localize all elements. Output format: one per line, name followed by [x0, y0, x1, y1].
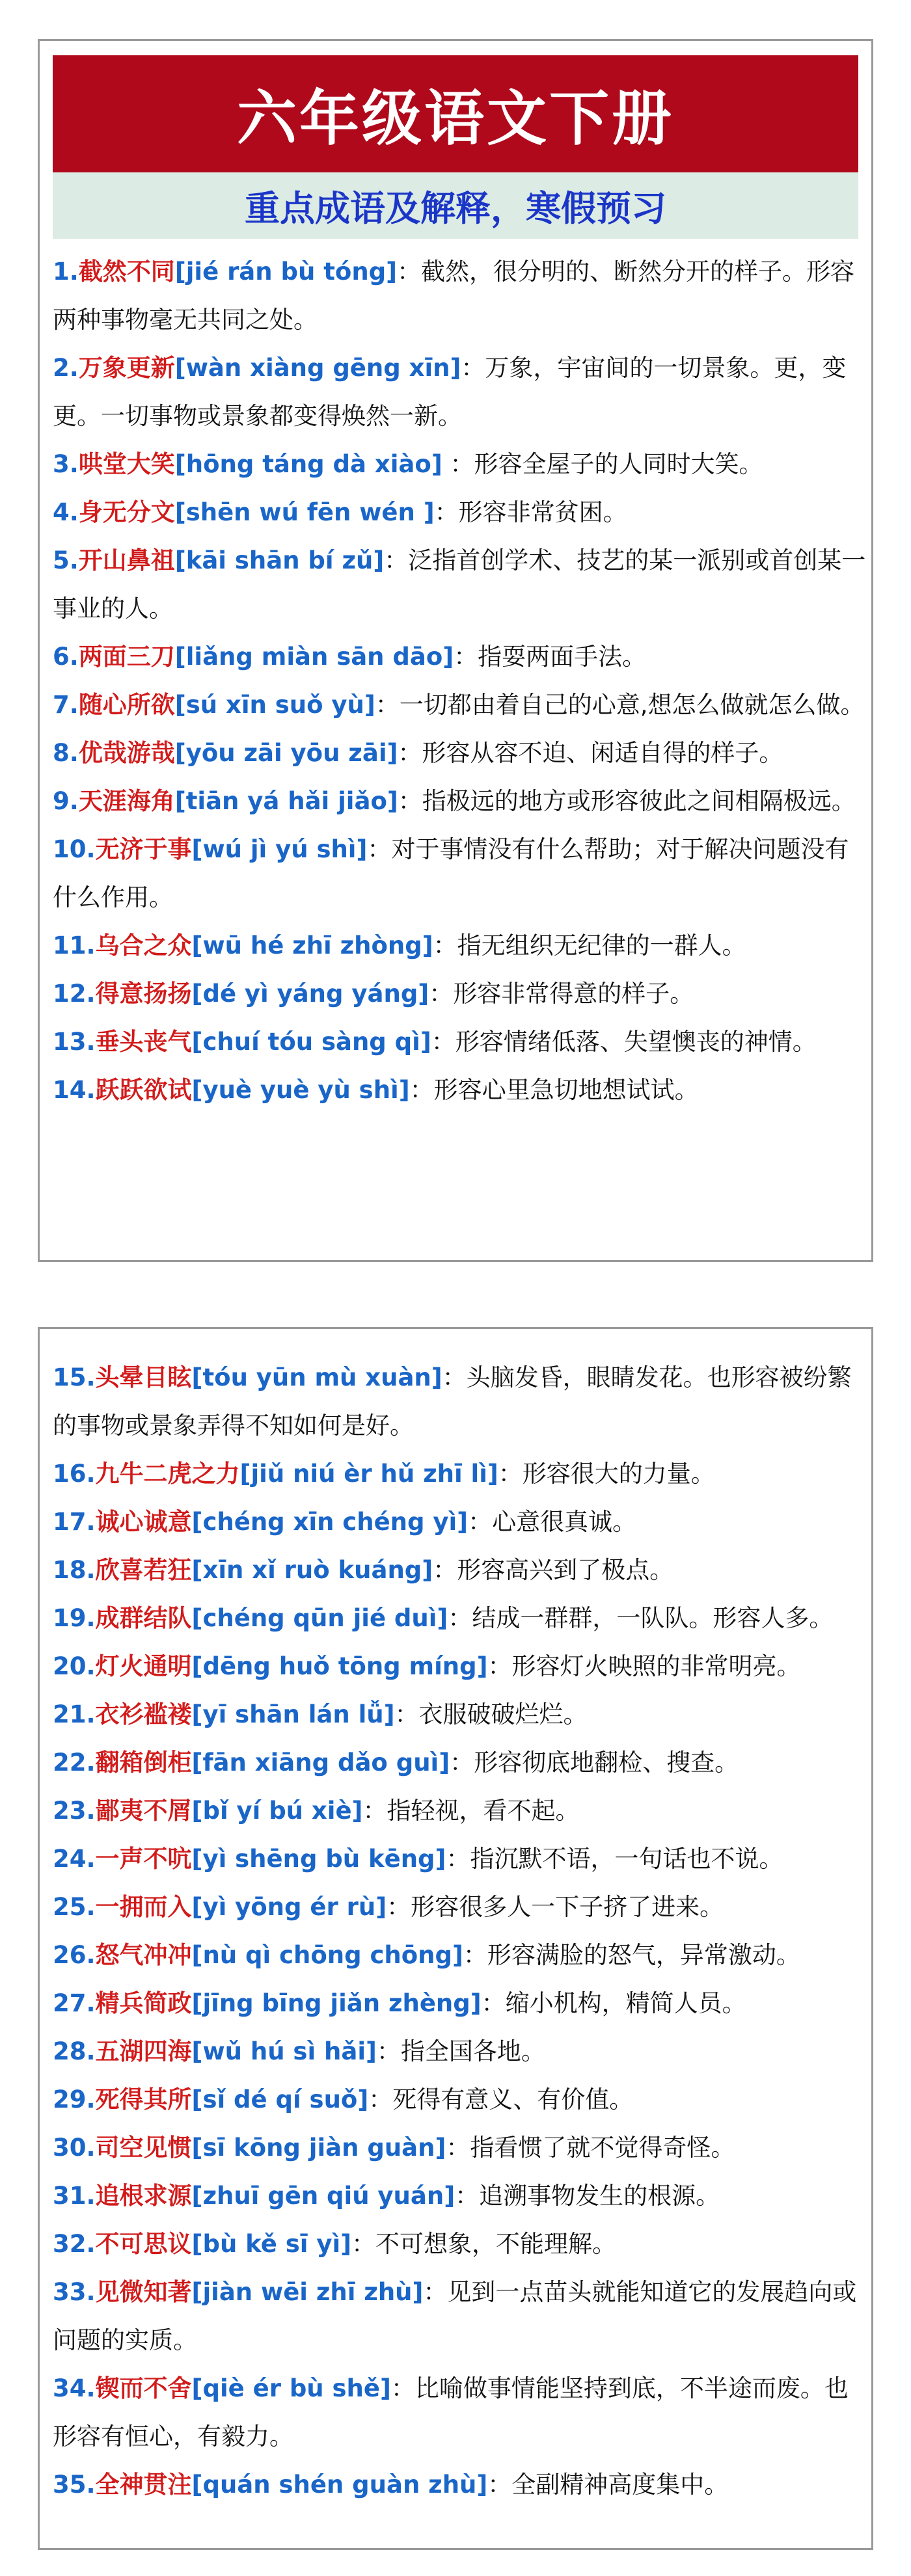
idiom-definition: ：形容非常得意的样子。: [429, 980, 694, 1008]
idiom-pinyin: [quán shén guàn zhù]: [191, 2471, 488, 2499]
idiom-entry: [53, 2220, 866, 2268]
entry-number: 13.: [53, 1028, 96, 1056]
idiom-pinyin: [sú xīn suǒ yù]: [174, 691, 375, 719]
idiom-definition: ：追溯事物发生的根源。: [455, 2182, 720, 2210]
idiom-pinyin: [jiǔ niú èr hǔ zhī lì]: [239, 1460, 498, 1488]
idiom-definition: ：形容很大的力量。: [498, 1460, 715, 1488]
idiom-entry: [53, 777, 866, 825]
idiom-pinyin: [chéng qūn jié duì]: [191, 1604, 448, 1632]
idiom-term: 天涯海角: [78, 787, 175, 815]
idiom-definition: ：心意很真诚。: [468, 1508, 637, 1536]
entry-number: 3.: [53, 450, 79, 478]
idiom-entry: [53, 1835, 866, 1883]
idiom-pinyin: [liǎng miàn sān dāo]: [174, 643, 454, 671]
idiom-entry: [53, 1739, 866, 1787]
idiom-term: 一声不吭: [95, 1845, 192, 1873]
idiom-pinyin: [yì shēng bù kēng]: [191, 1845, 446, 1873]
card-bottom: [38, 1327, 873, 2550]
idiom-entry: [53, 1787, 866, 1835]
idiom-term: 见微知著: [95, 2278, 192, 2306]
entry-number: 1.: [53, 258, 79, 286]
idiom-list-bottom: [53, 1354, 866, 2509]
idiom-entry: [53, 2365, 866, 2461]
idiom-entry: [53, 1643, 866, 1691]
page-subtitle: 重点成语及解释，寒假预习: [245, 187, 666, 229]
idiom-term: 开山鼻祖: [78, 546, 175, 574]
idiom-entry: [53, 1691, 866, 1739]
entry-number: 32.: [53, 2230, 96, 2258]
entry-number: 23.: [53, 1797, 96, 1825]
idiom-pinyin: [dēng huǒ tōng míng]: [191, 1652, 488, 1680]
entry-number: 33.: [53, 2278, 96, 2306]
idiom-term: 跃跃欲试: [95, 1076, 192, 1104]
idiom-pinyin: [yì yōng ér rù]: [191, 1893, 387, 1921]
idiom-term: 万象更新: [78, 354, 175, 382]
idiom-term: 锲而不舍: [95, 2374, 192, 2402]
idiom-entry: [53, 922, 866, 970]
idiom-term: 精兵简政: [95, 1989, 192, 2017]
idiom-definition: ：不可想象，不能理解。: [351, 2230, 617, 2258]
idiom-term: 身无分文: [78, 498, 175, 526]
entry-number: 29.: [53, 2086, 96, 2113]
idiom-entry: [53, 1498, 866, 1546]
idiom-term: 追根求源: [95, 2182, 192, 2210]
idiom-pinyin: [wǔ hú sì hǎi]: [191, 2037, 377, 2065]
idiom-pinyin: [yuè yuè yù shì]: [191, 1076, 410, 1104]
idiom-pinyin: [bù kě sī yì]: [191, 2230, 352, 2258]
idiom-entry: [53, 1354, 866, 1450]
idiom-definition: ：结成一群群，一队队。形容人多。: [448, 1604, 834, 1632]
idiom-entry: [53, 2461, 866, 2509]
idiom-definition: ：指极远的地方或形容彼此之间相隔极远。: [398, 787, 856, 815]
entry-number: 22.: [53, 1749, 96, 1777]
entry-number: 9.: [53, 787, 79, 815]
idiom-entry: [53, 1066, 866, 1114]
idiom-definition: ：形容高兴到了极点。: [433, 1556, 674, 1584]
idiom-term: 一拥而入: [95, 1893, 192, 1921]
idiom-term: 欣喜若狂: [95, 1556, 192, 1584]
idiom-entry: [53, 1979, 866, 2028]
idiom-entry: [53, 633, 866, 681]
idiom-pinyin: [chuí tóu sàng qì]: [191, 1028, 431, 1056]
idiom-entry: [53, 1594, 866, 1643]
idiom-term: 衣衫褴褛: [95, 1700, 192, 1728]
entry-number: 4.: [53, 498, 79, 526]
entry-number: 10.: [53, 835, 96, 863]
idiom-term: 两面三刀: [78, 643, 175, 671]
idiom-definition: ：形容满脸的怒气，异常激动。: [463, 1941, 800, 1969]
page-title: 六年级语文下册: [236, 83, 674, 154]
entry-number: 5.: [53, 546, 79, 574]
idiom-term: 九牛二虎之力: [95, 1460, 240, 1488]
idiom-definition: ：形容从容不迫、闲适自得的样子。: [398, 739, 783, 767]
entry-number: 8.: [53, 739, 79, 767]
entry-number: 34.: [53, 2374, 96, 2402]
idiom-pinyin: [shēn wú fēn wén ]: [174, 498, 435, 526]
idiom-definition: ：对于事情没有什么帮助；对于解决问题没有什么作用。: [53, 835, 849, 911]
idiom-definition: ：缩小机构，精简人员。: [481, 1989, 746, 2017]
idiom-definition: ：指轻视，看不起。: [362, 1797, 580, 1825]
idiom-term: 诚心诚意: [95, 1508, 192, 1536]
idiom-pinyin: [kāi shān bí zǔ]: [174, 546, 385, 574]
entry-number: 17.: [53, 1508, 96, 1536]
idiom-list-top: [53, 248, 866, 1114]
idiom-pinyin: [wú jì yú shì]: [191, 835, 368, 863]
idiom-definition: ：形容很多人一下子挤了进来。: [387, 1893, 724, 1921]
idiom-entry: [53, 2028, 866, 2076]
idiom-pinyin: [yōu zāi yōu zāi]: [174, 739, 398, 767]
idiom-term: 垂头丧气: [95, 1028, 192, 1056]
idiom-pinyin: [bǐ yí bú xiè]: [191, 1797, 363, 1825]
idiom-entry: [53, 440, 866, 489]
idiom-entry: [53, 2124, 866, 2172]
idiom-term: 全神贯注: [95, 2471, 192, 2499]
idiom-entry: [53, 1018, 866, 1066]
idiom-pinyin: [yī shān lán lǚ]: [191, 1700, 395, 1728]
idiom-pinyin: [sǐ dé qí suǒ]: [191, 2086, 369, 2113]
entry-number: 27.: [53, 1989, 96, 2017]
idiom-pinyin: [zhuī gēn qiú yuán]: [191, 2182, 456, 2210]
entry-number: 24.: [53, 1845, 96, 1873]
idiom-entry: [53, 2172, 866, 2220]
entry-number: 6.: [53, 643, 79, 671]
idiom-definition: ：比喻做事情能坚持到底，不半途而废。也形容有恒心，有毅力。: [53, 2374, 849, 2450]
idiom-definition: ：指耍两面手法。: [454, 643, 647, 671]
idiom-pinyin: [xīn xǐ ruò kuáng]: [191, 1556, 433, 1584]
idiom-term: 司空见惯: [95, 2134, 192, 2162]
entry-number: 12.: [53, 980, 96, 1008]
entry-number: 15.: [53, 1363, 96, 1391]
idiom-term: 五湖四海: [95, 2037, 192, 2065]
idiom-pinyin: [qiè ér bù shě]: [191, 2374, 391, 2402]
idiom-definition: ：指无组织无纪律的一群人。: [433, 932, 746, 959]
idiom-definition: ：指全国各地。: [376, 2037, 545, 2065]
idiom-term: 成群结队: [95, 1604, 192, 1632]
idiom-term: 怒气冲冲: [95, 1941, 192, 1969]
idiom-entry: [53, 2268, 866, 2365]
idiom-definition: ：见到一点苗头就能知道它的发展趋向或问题的实质。: [53, 2278, 857, 2354]
idiom-term: 不可思议: [95, 2230, 192, 2258]
idiom-entry: [53, 489, 866, 537]
idiom-pinyin: [wàn xiàng gēng xīn]: [174, 354, 461, 382]
entry-number: 18.: [53, 1556, 96, 1584]
idiom-term: 截然不同: [78, 258, 175, 286]
idiom-term: 随心所欲: [78, 691, 175, 719]
idiom-definition: ：截然，很分明的、断然分开的样子。形容两种事物毫无共同之处。: [53, 258, 855, 334]
idiom-entry: [53, 681, 866, 729]
idiom-entry: [53, 825, 866, 922]
idiom-entry: [53, 729, 866, 777]
entry-number: 16.: [53, 1460, 96, 1488]
idiom-term: 头晕目眩: [95, 1363, 192, 1391]
idiom-pinyin: [tiān yá hǎi jiǎo]: [174, 787, 398, 815]
idiom-definition: ：头脑发昏，眼睛发花。也形容被纷繁的事物或景象弄得不知如何是好。: [53, 1363, 852, 1440]
idiom-definition: ：一切都由着自己的心意,想怎么做就怎么做。: [375, 691, 865, 719]
entry-number: 30.: [53, 2134, 96, 2162]
idiom-pinyin: [fān xiāng dǎo guì]: [191, 1749, 450, 1777]
idiom-pinyin: [nù qì chōng chōng]: [191, 1941, 463, 1969]
idiom-entry: [53, 970, 866, 1018]
idiom-pinyin: [wū hé zhī zhòng]: [191, 932, 433, 959]
entry-number: 31.: [53, 2182, 96, 2210]
subtitle-banner: [53, 172, 858, 239]
idiom-entry: [53, 344, 866, 440]
idiom-definition: ：万象，宇宙间的一切景象。更，变更。一切事物或景象都变得焕然一新。: [53, 354, 847, 430]
idiom-definition: ：形容心里急切地想试试。: [409, 1076, 699, 1104]
entry-number: 35.: [53, 2471, 96, 2499]
idiom-entry: [53, 248, 866, 344]
idiom-term: 死得其所: [95, 2086, 192, 2113]
entry-number: 21.: [53, 1700, 96, 1728]
entry-number: 25.: [53, 1893, 96, 1921]
idiom-term: 无济于事: [95, 835, 192, 863]
idiom-term: 得意扬扬: [95, 980, 192, 1008]
entry-number: 7.: [53, 691, 79, 719]
title-banner: [53, 55, 858, 172]
idiom-pinyin: [jiàn wēi zhī zhù]: [191, 2278, 424, 2306]
idiom-definition: ：全副精神高度集中。: [487, 2471, 729, 2499]
entry-number: 14.: [53, 1076, 96, 1104]
idiom-entry: [53, 537, 866, 633]
idiom-term: 哄堂大笑: [78, 450, 175, 478]
idiom-definition: ：形容彻底地翻检、搜查。: [450, 1749, 739, 1777]
idiom-pinyin: [sī kōng jiàn guàn]: [191, 2134, 446, 2162]
idiom-term: 优哉游哉: [78, 739, 175, 767]
entry-number: 19.: [53, 1604, 96, 1632]
idiom-definition: ：死得有意义、有价值。: [368, 2086, 634, 2113]
entry-number: 11.: [53, 932, 96, 959]
idiom-entry: [53, 1450, 866, 1498]
idiom-definition: ：衣服破破烂烂。: [394, 1700, 588, 1728]
idiom-pinyin: [jié rán bù tóng]: [174, 258, 398, 286]
idiom-definition: ：形容灯火映照的非常明亮。: [487, 1652, 801, 1680]
idiom-definition: ：形容全屋子的人同时大笑。: [442, 450, 763, 478]
entry-number: 28.: [53, 2037, 96, 2065]
idiom-definition: ：形容情绪低落、失望懊丧的神情。: [431, 1028, 817, 1056]
idiom-term: 乌合之众: [95, 932, 192, 959]
idiom-pinyin: [tóu yūn mù xuàn]: [191, 1363, 442, 1391]
idiom-definition: ：指看惯了就不觉得奇怪。: [446, 2134, 735, 2162]
idiom-entry: [53, 2076, 866, 2124]
idiom-pinyin: [dé yì yáng yáng]: [191, 980, 429, 1008]
idiom-entry: [53, 1931, 866, 1979]
entry-number: 20.: [53, 1652, 96, 1680]
idiom-definition: ：形容非常贫困。: [434, 498, 627, 526]
idiom-term: 灯火通明: [95, 1652, 192, 1680]
idiom-term: 鄙夷不屑: [95, 1797, 192, 1825]
idiom-definition: ：泛指首创学术、技艺的某一派别或首创某一事业的人。: [53, 546, 866, 623]
idiom-term: 翻箱倒柜: [95, 1749, 192, 1777]
idiom-definition: ：指沉默不语，一句话也不说。: [446, 1845, 783, 1873]
idiom-pinyin: [jīng bīng jiǎn zhèng]: [191, 1989, 482, 2017]
idiom-pinyin: [hōng táng dà xiào]: [174, 450, 442, 478]
idiom-entry: [53, 1883, 866, 1931]
entry-number: 2.: [53, 354, 79, 382]
idiom-pinyin: [chéng xīn chéng yì]: [191, 1508, 469, 1536]
entry-number: 26.: [53, 1941, 96, 1969]
idiom-entry: [53, 1546, 866, 1594]
card-top: [38, 39, 873, 1262]
